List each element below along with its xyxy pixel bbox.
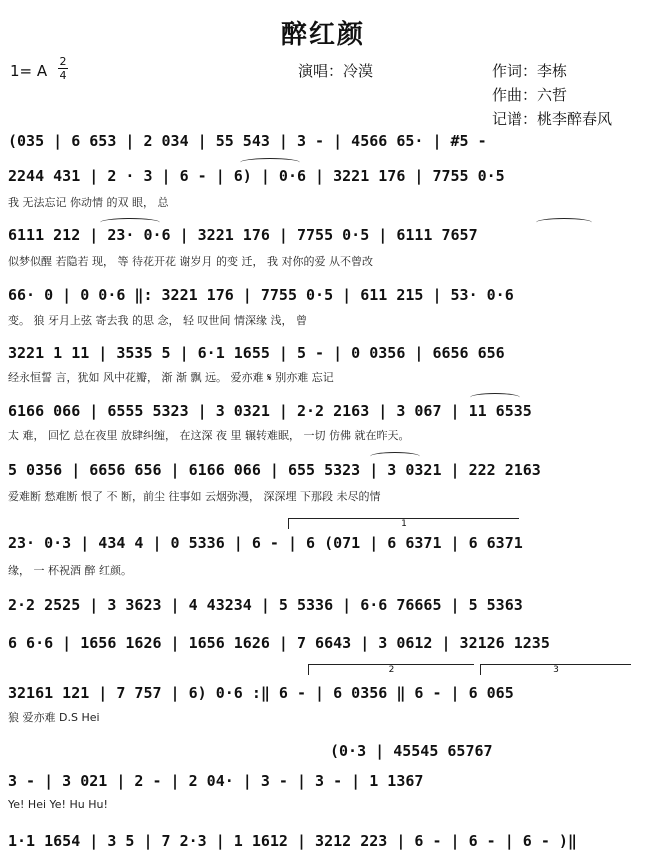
lyric-line-5: 经永恒誓 言，犹如 风中花瓣， 渐 渐 飘 远。 爱亦难 𝄋 别亦难 忘记 (8, 371, 334, 384)
score-line-4: 66· 0 | 0 0·6 ‖: 3221 176 | 7755 0·5 | 611 215 | 53· 0·6 (8, 286, 514, 304)
meter-top: 2 (59, 55, 67, 68)
volta-bracket-3: 3 (480, 664, 631, 675)
transcriber-credit: 记谱：桃李醉春风 (492, 110, 613, 128)
score-line-12: 3 - | 3 021 | 2 - | 2 04· | 3 - | 3 - | 1 1367 (8, 772, 424, 790)
lyric-line-11: 狼 爱亦难 D.S Hei (8, 711, 100, 724)
score-line-13: 1·1 1654 | 3 5 | 7 2·3 | 1 1612 | 3212 223 | 6 - | 6 - | 6 - )‖ (8, 832, 577, 850)
score-line-11: 32161 121 | 7 757 | 6) 0·6 :‖ 6 - | 6 0356 ‖ 6 - | 6 065 (8, 684, 514, 702)
score-line-2: 2244 431 | 2 · 3 | 6 - | 6) | 0·6 | 3221 176 | 7755 0·5 (8, 167, 505, 185)
score-line-12-intro: (0·3 | 45545 65767 (330, 742, 493, 760)
score-line-10: 6 6·6 | 1656 1626 | 1656 1626 | 7 6643 | 3 0612 | 32126 1235 (8, 634, 550, 652)
lyric-line-8: 缘， 一 杯祝酒 醉 红颜。 (8, 564, 132, 577)
score-line-1: (035 | 6 653 | 2 034 | 55 543 | 3 - | 4566 65· | #5 - (8, 132, 487, 150)
lyric-line-12: Ye! Hei Ye! Hu Hu! (8, 798, 108, 811)
key-signature: 1= A (10, 62, 48, 80)
slur (536, 218, 592, 227)
score-line-7: 5 0356 | 6656 656 | 6166 066 | 655 5323 | 3 0321 | 222 2163 (8, 461, 541, 479)
slur (100, 218, 160, 227)
lyric-line-3: 似梦似醒 若隐若 现， 等 待花开花 谢岁月 的变 迁， 我 对你的爱 从不曾改 (8, 255, 373, 268)
slur (470, 393, 520, 402)
composer-credit: 作曲：六哲 (492, 86, 568, 104)
volta-bracket-2: 2 (308, 664, 474, 675)
score-line-3: 6111 212 | 23· 0·6 | 3221 176 | 7755 0·5 | 6111 7657 (8, 226, 478, 244)
slur (240, 158, 300, 167)
lyric-line-4: 变。 狼 牙月上弦 寄去我 的思 念， 轻 叹世间 情深缘 浅， 曾 (8, 314, 307, 327)
score-line-8: 23· 0·3 | 434 4 | 0 5336 | 6 - | 6 (071 | 6 6371 | 6 6371 (8, 534, 523, 552)
singer-credit: 演唱：冷漠 (298, 62, 374, 80)
lyric-line-7: 爱难断 愁难断 恨了 不 断，前尘 往事如 云烟弥漫， 深深埋 下那段 未尽的情 (8, 490, 381, 503)
score-line-6: 6166 066 | 6555 5323 | 3 0321 | 2·2 2163 | 3 067 | 11 6535 (8, 402, 532, 420)
volta-bracket-1: 1 (288, 518, 519, 529)
time-signature (58, 56, 68, 81)
slur (370, 452, 420, 461)
score-line-5: 3221 1 11 | 3535 5 | 6·1 1655 | 5 - | 0 0356 | 6656 656 (8, 344, 505, 362)
lyric-line-6: 太 难， 回忆 总在夜里 放肆纠缠， 在这深 夜 里 辗转难眠， 一切 仿佛 就在昨天。 (8, 429, 410, 442)
lyricist-credit: 作词：李栋 (492, 62, 568, 80)
song-title: 醉红颜 (280, 20, 365, 50)
lyric-line-2: 我 无法忘记 你动情 的双 眼， 总 (8, 196, 169, 209)
score-line-9: 2·2 2525 | 3 3623 | 4 43234 | 5 5336 | 6·6 76665 | 5 5363 (8, 596, 523, 614)
meter-bottom: 4 (59, 69, 67, 82)
